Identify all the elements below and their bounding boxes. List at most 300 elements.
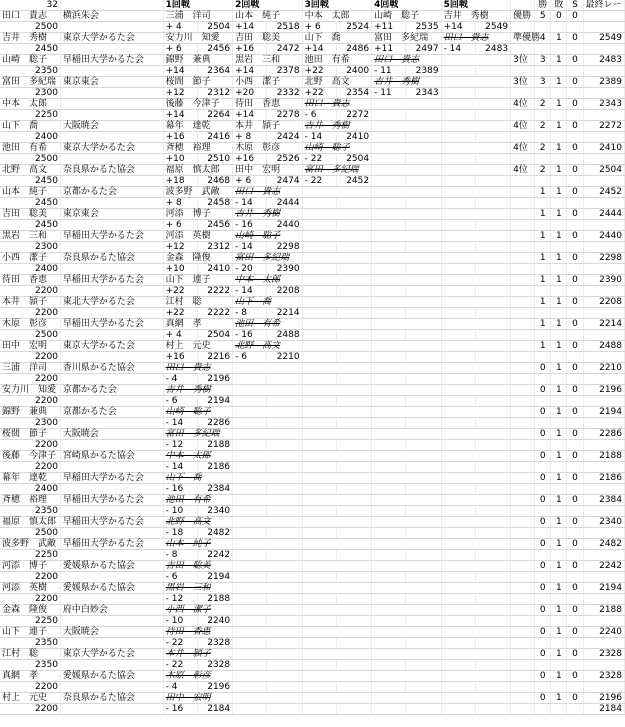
final-spacer bbox=[583, 418, 624, 429]
round-4-rating bbox=[406, 220, 441, 231]
round-2-rating: 2444 bbox=[267, 198, 302, 209]
round-2-diff: +16 bbox=[233, 44, 267, 55]
player-club: 愛媛県かるた協会 bbox=[60, 561, 163, 572]
s-count: 0 bbox=[567, 275, 583, 286]
round-2-opponent bbox=[233, 473, 302, 484]
round-4-opponent bbox=[372, 671, 441, 682]
win-spacer bbox=[535, 462, 551, 473]
round-2-opponent bbox=[233, 429, 302, 440]
lose-count: 1 bbox=[551, 671, 567, 682]
round-3-diff bbox=[302, 418, 336, 429]
round-5-rating bbox=[475, 484, 510, 495]
round-5-rating bbox=[475, 220, 510, 231]
player-result: 4位 bbox=[511, 121, 535, 132]
round-4-rating bbox=[406, 572, 441, 583]
round-5-diff bbox=[441, 660, 475, 671]
player-name: 田中 宏明 bbox=[0, 341, 60, 352]
player-club: 早稲田大学かるた会 bbox=[60, 473, 163, 484]
player-club bbox=[60, 99, 163, 110]
round-4-rating bbox=[406, 264, 441, 275]
round-5-opponent bbox=[441, 231, 510, 242]
final-rating: 2286 bbox=[583, 429, 624, 440]
round-5-rating bbox=[475, 132, 510, 143]
player-club: 東京大学かるた会 bbox=[60, 341, 163, 352]
player-result: 準優勝 bbox=[511, 33, 535, 44]
player-club: 奈良県かるた協会 bbox=[60, 165, 163, 176]
final-spacer bbox=[583, 330, 624, 341]
round-2-opponent: 黒岩 三和 bbox=[233, 55, 302, 66]
player-row bbox=[0, 319, 625, 330]
round-1-opponent: 小西 潔子 bbox=[163, 605, 232, 616]
player-row bbox=[0, 275, 625, 286]
round-2-diff bbox=[233, 704, 267, 715]
player-rating-row bbox=[0, 286, 625, 297]
player-rating: 2400 bbox=[0, 132, 60, 143]
final-spacer bbox=[583, 22, 624, 33]
round-5-rating bbox=[475, 88, 510, 99]
s-header: S bbox=[567, 0, 583, 11]
player-name: 河添 英樹 bbox=[0, 583, 60, 594]
win-spacer bbox=[535, 132, 551, 143]
round-4-rating bbox=[406, 550, 441, 561]
round-3-opponent bbox=[302, 253, 371, 264]
lose-spacer bbox=[551, 506, 567, 517]
club-spacer bbox=[60, 330, 163, 341]
s-spacer bbox=[567, 22, 583, 33]
round-1-rating: 2328 bbox=[197, 638, 232, 649]
final-spacer bbox=[583, 528, 624, 539]
round-4-rating: 2389 bbox=[406, 66, 441, 77]
player-row bbox=[0, 495, 625, 506]
round-4-opponent bbox=[372, 231, 441, 242]
win-count: 0 bbox=[535, 473, 551, 484]
round-3-opponent bbox=[302, 341, 371, 352]
round-1-diff: - 22 bbox=[163, 660, 197, 671]
round-3-rating bbox=[336, 396, 371, 407]
player-result: 4位 bbox=[511, 99, 535, 110]
round-4-diff bbox=[372, 132, 406, 143]
round-5-diff bbox=[441, 440, 475, 451]
round-3-rating: 2486 bbox=[336, 44, 371, 55]
round-4-diff: +11 bbox=[372, 22, 406, 33]
round-1-rating: 2186 bbox=[197, 462, 232, 473]
win-count: 0 bbox=[535, 649, 551, 660]
player-rating: 2200 bbox=[0, 572, 60, 583]
lose-spacer bbox=[551, 110, 567, 121]
round-2-opponent bbox=[233, 583, 302, 594]
result-spacer bbox=[511, 176, 535, 187]
round-5-opponent bbox=[441, 539, 510, 550]
round-2-rating: 2210 bbox=[267, 352, 302, 363]
lose-spacer bbox=[551, 220, 567, 231]
player-result bbox=[511, 473, 535, 484]
round-1-opponent: 北野 高文 bbox=[163, 517, 232, 528]
result-spacer bbox=[511, 44, 535, 55]
result-spacer bbox=[511, 550, 535, 561]
round-2-rating bbox=[267, 660, 302, 671]
player-name: 吉田 聡美 bbox=[0, 209, 60, 220]
round-4-opponent bbox=[372, 429, 441, 440]
player-club: 東京東会 bbox=[60, 209, 163, 220]
lose-count: 1 bbox=[551, 209, 567, 220]
player-result: 4位 bbox=[511, 165, 535, 176]
player-name: 江村 聡 bbox=[0, 649, 60, 660]
round-5-rating: 2549 bbox=[475, 22, 510, 33]
round-3-diff bbox=[302, 462, 336, 473]
round-4-rating bbox=[406, 440, 441, 451]
club-spacer bbox=[60, 572, 163, 583]
round-3-opponent bbox=[302, 693, 371, 704]
round-5-rating bbox=[475, 418, 510, 429]
lose-count: 1 bbox=[551, 385, 567, 396]
round-4-diff bbox=[372, 594, 406, 605]
final-spacer bbox=[583, 110, 624, 121]
round-4-opponent bbox=[372, 341, 441, 352]
round-4-diff bbox=[372, 264, 406, 275]
win-count: 3 bbox=[535, 55, 551, 66]
round-2-diff: +14 bbox=[233, 66, 267, 77]
player-row bbox=[0, 539, 625, 550]
round-5-rating bbox=[475, 352, 510, 363]
player-rating: 2200 bbox=[0, 396, 60, 407]
lose-count: 1 bbox=[551, 693, 567, 704]
round-3-opponent: 山下 喬 bbox=[302, 33, 371, 44]
round-4-opponent: 吉井 秀樹 bbox=[372, 77, 441, 88]
round-1-rating: 2482 bbox=[197, 528, 232, 539]
final-rating: 2343 bbox=[583, 99, 624, 110]
player-rating: 2250 bbox=[0, 550, 60, 561]
result-spacer bbox=[511, 198, 535, 209]
round-5-header: 5回戦 bbox=[441, 0, 510, 11]
round-1-opponent: 山崎 聡子 bbox=[163, 407, 232, 418]
player-rating-row bbox=[0, 484, 625, 495]
round-4-rating bbox=[406, 638, 441, 649]
round-3-header: 3回戦 bbox=[302, 0, 371, 11]
s-count: 0 bbox=[567, 561, 583, 572]
final-rating: 2452 bbox=[583, 187, 624, 198]
round-4-opponent bbox=[372, 583, 441, 594]
club-spacer bbox=[60, 374, 163, 385]
player-rating-row bbox=[0, 704, 625, 715]
final-rating: 2188 bbox=[583, 451, 624, 462]
s-count: 0 bbox=[567, 605, 583, 616]
player-result bbox=[511, 297, 535, 308]
round-1-opponent: 黒岩 三和 bbox=[163, 583, 232, 594]
player-name: 桜間 節子 bbox=[0, 429, 60, 440]
result-spacer bbox=[511, 506, 535, 517]
round-2-opponent: 吉田 聡美 bbox=[233, 33, 302, 44]
player-name: 北野 高文 bbox=[0, 165, 60, 176]
round-2-diff: - 14 bbox=[233, 198, 267, 209]
round-4-opponent bbox=[372, 187, 441, 198]
s-spacer bbox=[567, 44, 583, 55]
round-2-opponent: 本井 頴子 bbox=[233, 121, 302, 132]
lose-spacer bbox=[551, 198, 567, 209]
player-rating-row bbox=[0, 660, 625, 671]
result-spacer bbox=[511, 638, 535, 649]
round-1-opponent: 幕年 達乾 bbox=[163, 121, 232, 132]
round-1-diff: +18 bbox=[163, 176, 197, 187]
round-1-opponent: 山下 連子 bbox=[163, 275, 232, 286]
round-5-rating bbox=[475, 528, 510, 539]
result-spacer bbox=[511, 286, 535, 297]
player-club: 大阪暁会 bbox=[60, 121, 163, 132]
win-spacer bbox=[535, 264, 551, 275]
s-count: 0 bbox=[567, 231, 583, 242]
round-4-diff bbox=[372, 242, 406, 253]
round-4-opponent bbox=[372, 561, 441, 572]
player-result bbox=[511, 539, 535, 550]
round-2-rating bbox=[267, 440, 302, 451]
player-club: 東京大学かるた会 bbox=[60, 33, 163, 44]
player-club: 東京大学かるた会 bbox=[60, 143, 163, 154]
lose-spacer bbox=[551, 638, 567, 649]
round-2-rating bbox=[267, 396, 302, 407]
round-4-rating bbox=[406, 308, 441, 319]
player-result bbox=[511, 407, 535, 418]
round-4-opponent bbox=[372, 407, 441, 418]
round-1-rating: 2222 bbox=[197, 308, 232, 319]
round-1-opponent: 待田 香恵 bbox=[163, 627, 232, 638]
win-count: 0 bbox=[535, 363, 551, 374]
lose-spacer bbox=[551, 660, 567, 671]
club-spacer bbox=[60, 66, 163, 77]
win-spacer bbox=[535, 44, 551, 55]
final-spacer bbox=[583, 638, 624, 649]
final-spacer bbox=[583, 660, 624, 671]
player-name: 本井 頴子 bbox=[0, 297, 60, 308]
win-spacer bbox=[535, 682, 551, 693]
round-4-rating bbox=[406, 528, 441, 539]
s-spacer bbox=[567, 132, 583, 143]
final-rating: 2549 bbox=[583, 33, 624, 44]
round-1-opponent: 山本 純子 bbox=[163, 539, 232, 550]
win-spacer bbox=[535, 528, 551, 539]
round-2-opponent bbox=[233, 517, 302, 528]
round-1-diff: - 6 bbox=[163, 572, 197, 583]
round-1-rating: 2456 bbox=[197, 44, 232, 55]
win-spacer bbox=[535, 506, 551, 517]
s-count: 0 bbox=[567, 583, 583, 594]
lose-count: 1 bbox=[551, 143, 567, 154]
player-name: 池田 有希 bbox=[0, 143, 60, 154]
lose-spacer bbox=[551, 154, 567, 165]
round-3-rating bbox=[336, 330, 371, 341]
win-count: 5 bbox=[535, 11, 551, 22]
round-4-rating bbox=[406, 154, 441, 165]
round-5-rating bbox=[475, 550, 510, 561]
final-rating: 2188 bbox=[583, 605, 624, 616]
final-rating: 2196 bbox=[583, 385, 624, 396]
round-5-diff bbox=[441, 704, 475, 715]
s-count: 0 bbox=[567, 627, 583, 638]
s-count: 0 bbox=[567, 143, 583, 154]
lose-header: 敗 bbox=[551, 0, 567, 11]
result-spacer bbox=[511, 616, 535, 627]
win-spacer bbox=[535, 66, 551, 77]
club-spacer bbox=[60, 660, 163, 671]
final-rating bbox=[583, 11, 624, 22]
player-rating: 2350 bbox=[0, 638, 60, 649]
round-1-opponent: 後藤 今津子 bbox=[163, 99, 232, 110]
club-spacer bbox=[60, 682, 163, 693]
player-rating-row bbox=[0, 352, 625, 363]
round-2-opponent bbox=[233, 451, 302, 462]
player-row bbox=[0, 561, 625, 572]
round-4-opponent bbox=[372, 143, 441, 154]
s-count: 0 bbox=[567, 55, 583, 66]
round-1-rating: 2328 bbox=[197, 660, 232, 671]
player-rating-row bbox=[0, 132, 625, 143]
player-name: 山下 喬 bbox=[0, 121, 60, 132]
final-spacer bbox=[583, 44, 624, 55]
player-row bbox=[0, 209, 625, 220]
round-4-header: 4回戦 bbox=[372, 0, 441, 11]
round-3-rating bbox=[336, 572, 371, 583]
final-rating-header: 最終レー bbox=[583, 0, 624, 11]
player-result bbox=[511, 649, 535, 660]
round-4-rating bbox=[406, 682, 441, 693]
win-spacer bbox=[535, 352, 551, 363]
round-2-rating: 2278 bbox=[267, 110, 302, 121]
round-1-opponent: 江村 聡 bbox=[163, 297, 232, 308]
round-2-opponent bbox=[233, 385, 302, 396]
win-spacer bbox=[535, 638, 551, 649]
win-count: 1 bbox=[535, 253, 551, 264]
final-rating: 2488 bbox=[583, 341, 624, 352]
s-spacer bbox=[567, 176, 583, 187]
round-5-opponent: 田口 貴志 bbox=[441, 33, 510, 44]
result-spacer bbox=[511, 594, 535, 605]
round-1-rating: 2194 bbox=[197, 572, 232, 583]
lose-count: 1 bbox=[551, 363, 567, 374]
player-rating: 2500 bbox=[0, 528, 60, 539]
result-spacer bbox=[511, 418, 535, 429]
round-3-rating bbox=[336, 286, 371, 297]
player-rating-row bbox=[0, 528, 625, 539]
round-1-rating: 2340 bbox=[197, 506, 232, 517]
round-3-diff bbox=[302, 660, 336, 671]
round-4-diff bbox=[372, 374, 406, 385]
final-spacer bbox=[583, 484, 624, 495]
round-1-rating: 2468 bbox=[197, 176, 232, 187]
win-spacer bbox=[535, 572, 551, 583]
player-rating: 2350 bbox=[0, 506, 60, 517]
s-count: 0 bbox=[567, 363, 583, 374]
lose-count: 1 bbox=[551, 583, 567, 594]
lose-count: 1 bbox=[551, 121, 567, 132]
round-5-diff bbox=[441, 616, 475, 627]
final-spacer bbox=[583, 572, 624, 583]
round-4-diff bbox=[372, 506, 406, 517]
round-5-diff bbox=[441, 572, 475, 583]
lose-spacer bbox=[551, 44, 567, 55]
player-rating-row bbox=[0, 198, 625, 209]
round-5-opponent bbox=[441, 99, 510, 110]
round-4-rating bbox=[406, 352, 441, 363]
round-5-rating bbox=[475, 242, 510, 253]
round-3-rating: 2504 bbox=[336, 154, 371, 165]
round-4-diff bbox=[372, 440, 406, 451]
round-5-opponent bbox=[441, 77, 510, 88]
player-club: 横浜朱会 bbox=[60, 11, 163, 22]
round-4-rating bbox=[406, 330, 441, 341]
player-rating-row bbox=[0, 22, 625, 33]
player-club: 愛媛県かるた協会 bbox=[60, 671, 163, 682]
round-3-rating bbox=[336, 198, 371, 209]
player-name: 山下 連子 bbox=[0, 627, 60, 638]
s-spacer bbox=[567, 88, 583, 99]
round-4-diff bbox=[372, 154, 406, 165]
round-3-rating bbox=[336, 374, 371, 385]
round-2-diff bbox=[233, 440, 267, 451]
result-spacer bbox=[511, 242, 535, 253]
round-3-diff: - 14 bbox=[302, 132, 336, 143]
round-4-rating: 2535 bbox=[406, 22, 441, 33]
lose-spacer bbox=[551, 396, 567, 407]
round-3-diff: + 6 bbox=[302, 22, 336, 33]
player-row bbox=[0, 341, 625, 352]
round-3-opponent bbox=[302, 627, 371, 638]
final-spacer bbox=[583, 550, 624, 561]
lose-spacer bbox=[551, 352, 567, 363]
lose-count: 1 bbox=[551, 495, 567, 506]
win-spacer bbox=[535, 176, 551, 187]
result-spacer bbox=[511, 308, 535, 319]
player-rating-row bbox=[0, 176, 625, 187]
player-row bbox=[0, 627, 625, 638]
round-5-opponent bbox=[441, 517, 510, 528]
round-2-rating: 2440 bbox=[267, 220, 302, 231]
player-row bbox=[0, 187, 625, 198]
lose-count: 1 bbox=[551, 561, 567, 572]
round-3-rating bbox=[336, 418, 371, 429]
round-1-diff: + 4 bbox=[163, 330, 197, 341]
final-rating: 2440 bbox=[583, 231, 624, 242]
round-2-opponent: 山崎 聡子 bbox=[233, 231, 302, 242]
round-2-diff: +14 bbox=[233, 22, 267, 33]
player-row bbox=[0, 517, 625, 528]
round-2-diff bbox=[233, 462, 267, 473]
final-spacer bbox=[583, 264, 624, 275]
round-2-diff: - 8 bbox=[233, 308, 267, 319]
round-5-opponent bbox=[441, 341, 510, 352]
player-rating-row bbox=[0, 396, 625, 407]
round-2-opponent bbox=[233, 693, 302, 704]
round-2-rating: 2424 bbox=[267, 132, 302, 143]
player-name: 山本 純子 bbox=[0, 187, 60, 198]
round-2-rating bbox=[267, 638, 302, 649]
player-result bbox=[511, 187, 535, 198]
round-4-diff bbox=[372, 682, 406, 693]
win-spacer bbox=[535, 220, 551, 231]
round-5-rating bbox=[475, 616, 510, 627]
round-5-rating bbox=[475, 572, 510, 583]
round-2-diff: +20 bbox=[233, 88, 267, 99]
player-result bbox=[511, 495, 535, 506]
player-row bbox=[0, 253, 625, 264]
final-rating: 2272 bbox=[583, 121, 624, 132]
final-rating: 2328 bbox=[583, 671, 624, 682]
round-4-rating bbox=[406, 374, 441, 385]
player-name: 田口 貴志 bbox=[0, 11, 60, 22]
round-2-diff: - 16 bbox=[233, 330, 267, 341]
round-5-rating bbox=[475, 330, 510, 341]
result-spacer bbox=[511, 66, 535, 77]
player-rating: 2200 bbox=[0, 594, 60, 605]
round-1-rating: 2222 bbox=[197, 286, 232, 297]
round-1-rating: 2264 bbox=[197, 110, 232, 121]
